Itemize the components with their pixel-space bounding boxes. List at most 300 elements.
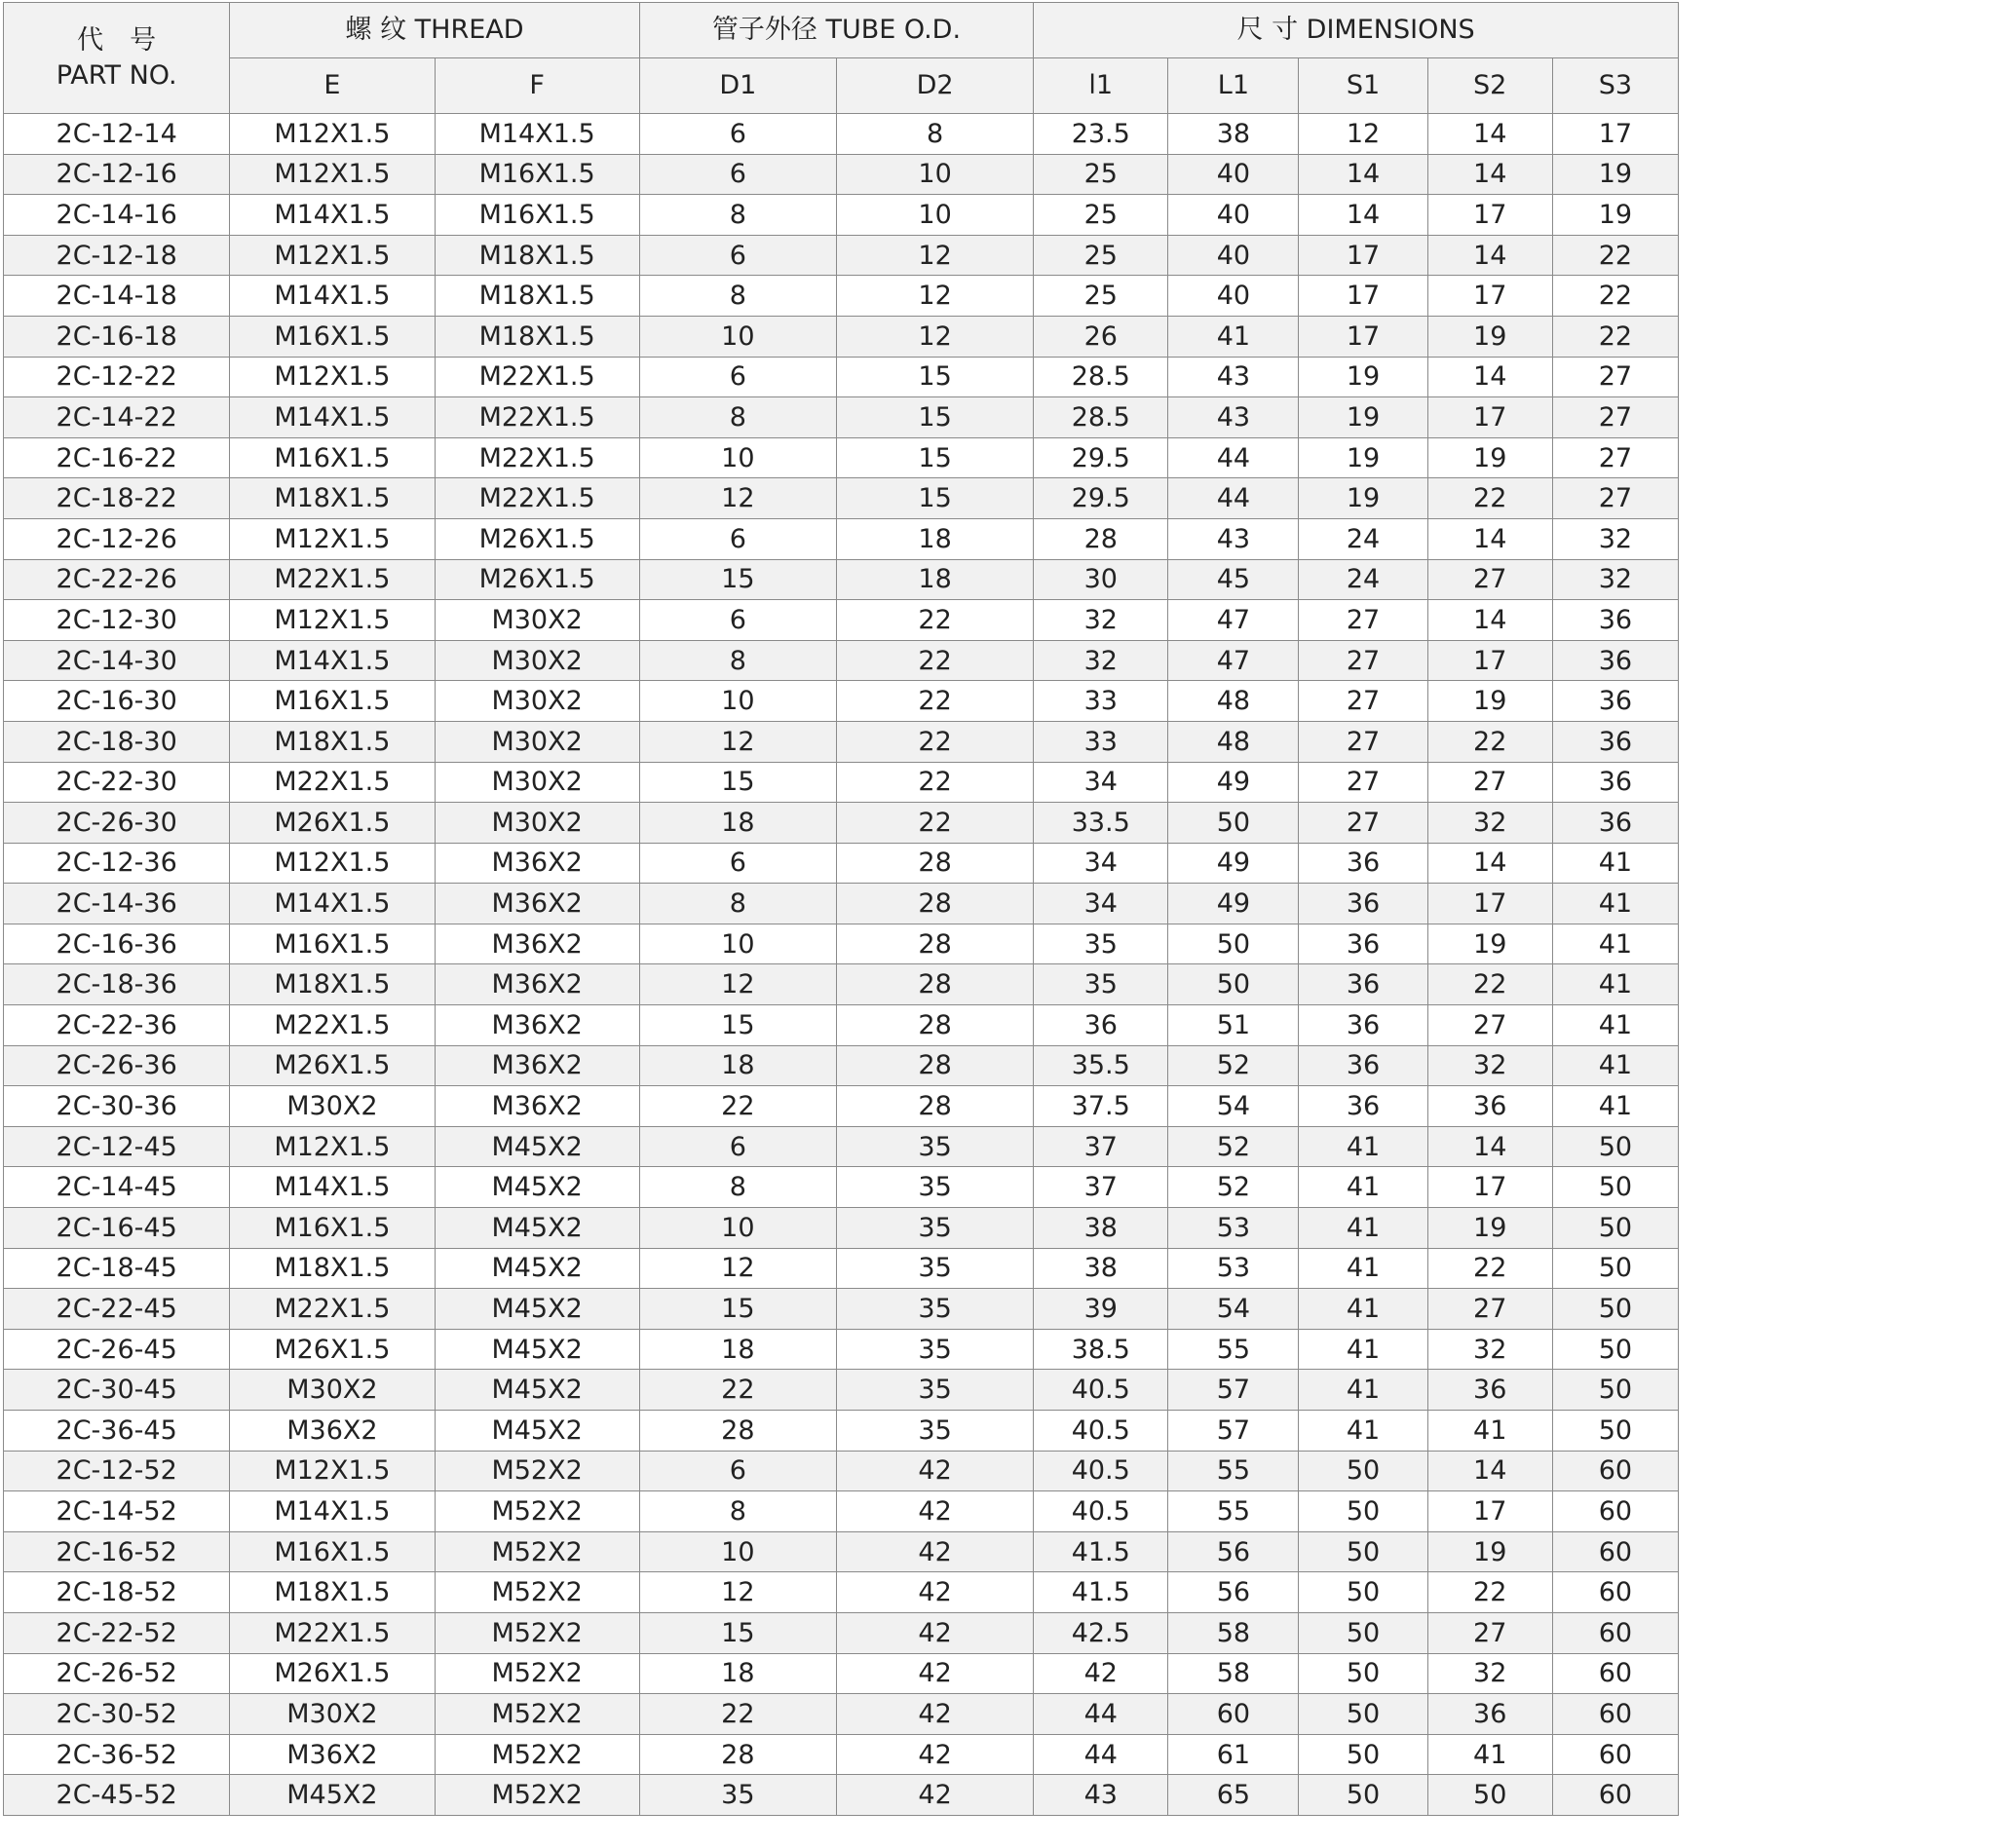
cell-d2: 28 [836,843,1033,884]
cell-e: M14X1.5 [230,884,435,924]
table-row [4,1411,1679,1452]
cell-s2: 27 [1427,1612,1552,1653]
cell-d1: 12 [639,478,836,519]
cell-s2: 36 [1427,1694,1552,1735]
cell-f: M36X2 [435,884,639,924]
cell-f: M45X2 [435,1208,639,1249]
cell-l1: 50 [1168,964,1299,1005]
cell-e: M12X1.5 [230,357,435,397]
cell-l1: 48 [1168,721,1299,762]
cell-s2: 17 [1427,1491,1552,1532]
cell-e: M12X1.5 [230,235,435,276]
table-row [4,559,1679,600]
cell-part-no: 2C-18-52 [4,1572,230,1613]
cell-e: M22X1.5 [230,1612,435,1653]
cell-s1: 36 [1299,843,1427,884]
cell-e: M14X1.5 [230,1167,435,1208]
table-row [4,600,1679,641]
cell-d1: 15 [639,1005,836,1046]
cell-s2: 14 [1427,1126,1552,1167]
cell-d1: 12 [639,1248,836,1289]
col-header-s2: S2 [1427,58,1552,114]
cell-s2: 32 [1427,1329,1552,1370]
cell-d1: 22 [639,1694,836,1735]
cell-s1: 41 [1299,1289,1427,1330]
cell-part-no: 2C-12-16 [4,154,230,195]
cell-d2: 28 [836,884,1033,924]
cell-f: M52X2 [435,1451,639,1491]
cell-l1-small: 37 [1034,1126,1168,1167]
cell-l1-small: 34 [1034,884,1168,924]
cell-s1: 27 [1299,721,1427,762]
cell-part-no: 2C-22-45 [4,1289,230,1330]
thread-header: 螺 纹 THREAD [230,3,639,58]
table-row [4,1653,1679,1694]
cell-f: M52X2 [435,1572,639,1613]
cell-s3: 60 [1552,1694,1678,1735]
cell-d1: 15 [639,762,836,803]
cell-s1: 36 [1299,1045,1427,1086]
cell-s3: 50 [1552,1248,1678,1289]
cell-d2: 42 [836,1451,1033,1491]
cell-l1: 49 [1168,843,1299,884]
cell-d1: 10 [639,437,836,478]
cell-part-no: 2C-14-22 [4,397,230,438]
cell-f: M18X1.5 [435,235,639,276]
cell-s1: 41 [1299,1167,1427,1208]
cell-s3: 22 [1552,276,1678,317]
cell-s3: 50 [1552,1370,1678,1411]
cell-l1-small: 32 [1034,640,1168,681]
cell-s1: 17 [1299,235,1427,276]
cell-d2: 35 [836,1126,1033,1167]
cell-d2: 22 [836,721,1033,762]
cell-f: M52X2 [435,1531,639,1572]
cell-part-no: 2C-12-18 [4,235,230,276]
col-header-s1: S1 [1299,58,1427,114]
cell-l1: 58 [1168,1612,1299,1653]
cell-s2: 14 [1427,1451,1552,1491]
cell-d1: 6 [639,843,836,884]
cell-s3: 41 [1552,843,1678,884]
table-row [4,843,1679,884]
cell-s2: 17 [1427,640,1552,681]
table-row [4,478,1679,519]
cell-s2: 41 [1427,1411,1552,1452]
cell-d2: 35 [836,1248,1033,1289]
cell-part-no: 2C-22-36 [4,1005,230,1046]
cell-f: M45X2 [435,1411,639,1452]
cell-f: M30X2 [435,762,639,803]
cell-s2: 14 [1427,235,1552,276]
cell-s1: 14 [1299,195,1427,236]
table-row [4,1694,1679,1735]
cell-d2: 42 [836,1775,1033,1816]
cell-part-no: 2C-18-45 [4,1248,230,1289]
cell-d2: 18 [836,559,1033,600]
cell-f: M22X1.5 [435,397,639,438]
cell-l1-small: 35 [1034,964,1168,1005]
cell-f: M30X2 [435,721,639,762]
table-row [4,964,1679,1005]
cell-part-no: 2C-22-52 [4,1612,230,1653]
cell-l1-small: 33.5 [1034,803,1168,844]
cell-e: M16X1.5 [230,924,435,964]
cell-s3: 22 [1552,235,1678,276]
cell-e: M16X1.5 [230,681,435,722]
cell-s3: 50 [1552,1126,1678,1167]
cell-l1: 47 [1168,600,1299,641]
cell-part-no: 2C-16-36 [4,924,230,964]
cell-s1: 27 [1299,803,1427,844]
cell-s1: 50 [1299,1451,1427,1491]
cell-s3: 60 [1552,1531,1678,1572]
cell-s2: 14 [1427,357,1552,397]
cell-part-no: 2C-22-30 [4,762,230,803]
cell-s1: 17 [1299,316,1427,357]
part-no-header-cn: 代 号 [77,24,157,56]
cell-l1: 43 [1168,357,1299,397]
cell-f: M22X1.5 [435,478,639,519]
cell-s3: 41 [1552,884,1678,924]
col-header-f: F [435,58,639,114]
cell-e: M14X1.5 [230,640,435,681]
cell-d1: 6 [639,1451,836,1491]
cell-d1: 6 [639,1126,836,1167]
cell-d1: 10 [639,316,836,357]
cell-part-no: 2C-30-36 [4,1086,230,1127]
cell-d1: 10 [639,924,836,964]
cell-d1: 10 [639,681,836,722]
cell-s1: 27 [1299,640,1427,681]
cell-s1: 27 [1299,681,1427,722]
cell-d2: 12 [836,276,1033,317]
cell-l1-small: 42 [1034,1653,1168,1694]
cell-s1: 24 [1299,559,1427,600]
cell-d1: 6 [639,235,836,276]
cell-d2: 35 [836,1208,1033,1249]
cell-d2: 12 [836,235,1033,276]
cell-part-no: 2C-18-30 [4,721,230,762]
cell-e: M26X1.5 [230,1329,435,1370]
cell-s2: 19 [1427,316,1552,357]
cell-part-no: 2C-14-18 [4,276,230,317]
cell-d1: 8 [639,1167,836,1208]
cell-s2: 32 [1427,1653,1552,1694]
cell-l1: 56 [1168,1531,1299,1572]
cell-d1: 6 [639,154,836,195]
cell-s3: 36 [1552,762,1678,803]
cell-s3: 60 [1552,1612,1678,1653]
cell-l1-small: 43 [1034,1775,1168,1816]
cell-f: M52X2 [435,1775,639,1816]
cell-s2: 17 [1427,195,1552,236]
cell-s2: 19 [1427,437,1552,478]
cell-e: M14X1.5 [230,1491,435,1532]
cell-s2: 22 [1427,478,1552,519]
cell-f: M36X2 [435,964,639,1005]
table-row [4,762,1679,803]
cell-d2: 42 [836,1572,1033,1613]
cell-s1: 41 [1299,1329,1427,1370]
cell-l1-small: 28.5 [1034,397,1168,438]
table-row [4,1248,1679,1289]
cell-l1-small: 28.5 [1034,357,1168,397]
cell-s2: 14 [1427,843,1552,884]
cell-l1-small: 33 [1034,721,1168,762]
cell-s2: 14 [1427,114,1552,155]
cell-d2: 12 [836,316,1033,357]
cell-l1: 54 [1168,1289,1299,1330]
col-header-d1: D1 [639,58,836,114]
col-header-e: E [230,58,435,114]
col-header-d2: D2 [836,58,1033,114]
cell-s3: 27 [1552,357,1678,397]
cell-l1-small: 25 [1034,235,1168,276]
cell-l1: 43 [1168,397,1299,438]
cell-l1-small: 35.5 [1034,1045,1168,1086]
cell-l1-small: 23.5 [1034,114,1168,155]
cell-s1: 41 [1299,1411,1427,1452]
cell-d1: 12 [639,721,836,762]
cell-d2: 35 [836,1411,1033,1452]
cell-l1: 54 [1168,1086,1299,1127]
cell-l1-small: 42.5 [1034,1612,1168,1653]
cell-s3: 50 [1552,1167,1678,1208]
table-row [4,235,1679,276]
cell-f: M26X1.5 [435,559,639,600]
cell-s3: 41 [1552,924,1678,964]
cell-e: M26X1.5 [230,1653,435,1694]
col-header-l1-small: l1 [1034,58,1168,114]
table-row [4,1491,1679,1532]
cell-d2: 18 [836,518,1033,559]
cell-f: M36X2 [435,843,639,884]
cell-f: M45X2 [435,1167,639,1208]
cell-l1: 50 [1168,803,1299,844]
cell-l1: 55 [1168,1329,1299,1370]
cell-e: M14X1.5 [230,195,435,236]
cell-l1-small: 44 [1034,1694,1168,1735]
cell-l1-small: 29.5 [1034,437,1168,478]
cell-s1: 50 [1299,1775,1427,1816]
cell-s3: 50 [1552,1208,1678,1249]
cell-s3: 41 [1552,1086,1678,1127]
cell-f: M16X1.5 [435,154,639,195]
cell-l1: 57 [1168,1411,1299,1452]
cell-part-no: 2C-26-30 [4,803,230,844]
cell-s2: 17 [1427,276,1552,317]
cell-d1: 6 [639,114,836,155]
table-row [4,803,1679,844]
cell-e: M16X1.5 [230,1208,435,1249]
cell-s3: 60 [1552,1775,1678,1816]
cell-s3: 19 [1552,154,1678,195]
cell-s3: 60 [1552,1451,1678,1491]
cell-part-no: 2C-12-36 [4,843,230,884]
cell-d1: 8 [639,640,836,681]
cell-s3: 60 [1552,1491,1678,1532]
cell-d1: 6 [639,600,836,641]
cell-part-no: 2C-36-45 [4,1411,230,1452]
cell-e: M12X1.5 [230,114,435,155]
cell-d2: 42 [836,1612,1033,1653]
cell-d1: 18 [639,1045,836,1086]
cell-s1: 36 [1299,884,1427,924]
cell-l1: 60 [1168,1694,1299,1735]
table-row [4,518,1679,559]
cell-d1: 8 [639,397,836,438]
cell-s2: 19 [1427,924,1552,964]
cell-l1-small: 25 [1034,154,1168,195]
cell-l1-small: 38 [1034,1248,1168,1289]
cell-d2: 35 [836,1329,1033,1370]
cell-part-no: 2C-45-52 [4,1775,230,1816]
cell-d2: 35 [836,1167,1033,1208]
cell-s1: 50 [1299,1612,1427,1653]
cell-l1: 40 [1168,154,1299,195]
cell-l1: 57 [1168,1370,1299,1411]
cell-s2: 17 [1427,884,1552,924]
cell-d2: 28 [836,1086,1033,1127]
cell-e: M26X1.5 [230,1045,435,1086]
footer-note-cutoff [3,1837,1367,1848]
tube-od-header: 管子外径 TUBE O.D. [639,3,1033,58]
cell-part-no: 2C-12-22 [4,357,230,397]
table-row [4,357,1679,397]
cell-l1-small: 34 [1034,762,1168,803]
cell-l1: 50 [1168,924,1299,964]
cell-s1: 50 [1299,1734,1427,1775]
cell-s1: 19 [1299,478,1427,519]
cell-f: M45X2 [435,1329,639,1370]
cell-s2: 22 [1427,1248,1552,1289]
cell-s3: 36 [1552,803,1678,844]
cell-f: M30X2 [435,681,639,722]
cell-s2: 17 [1427,397,1552,438]
cell-part-no: 2C-16-22 [4,437,230,478]
cell-s2: 50 [1427,1775,1552,1816]
table-row [4,721,1679,762]
cell-s2: 27 [1427,559,1552,600]
cell-e: M18X1.5 [230,964,435,1005]
cell-d2: 22 [836,640,1033,681]
cell-d2: 42 [836,1531,1033,1572]
table-body [4,114,1679,1816]
cell-s1: 17 [1299,276,1427,317]
cell-s2: 22 [1427,1572,1552,1613]
cell-f: M36X2 [435,1086,639,1127]
cell-part-no: 2C-26-45 [4,1329,230,1370]
table-row [4,316,1679,357]
cell-f: M36X2 [435,1005,639,1046]
cell-e: M12X1.5 [230,154,435,195]
cell-e: M18X1.5 [230,1248,435,1289]
table-row [4,1572,1679,1613]
table-row [4,1289,1679,1330]
cell-e: M12X1.5 [230,600,435,641]
cell-part-no: 2C-30-45 [4,1370,230,1411]
table-row [4,640,1679,681]
cell-s2: 32 [1427,1045,1552,1086]
cell-l1-small: 36 [1034,1005,1168,1046]
cell-s2: 19 [1427,1531,1552,1572]
cell-d2: 15 [836,357,1033,397]
cell-d2: 15 [836,478,1033,519]
cell-l1-small: 25 [1034,276,1168,317]
cell-l1: 55 [1168,1451,1299,1491]
table-row [4,884,1679,924]
cell-e: M18X1.5 [230,1572,435,1613]
cell-part-no: 2C-22-26 [4,559,230,600]
cell-part-no: 2C-16-18 [4,316,230,357]
cell-s3: 27 [1552,478,1678,519]
cell-d2: 35 [836,1370,1033,1411]
cell-l1-small: 30 [1034,559,1168,600]
cell-l1: 53 [1168,1208,1299,1249]
cell-l1-small: 40.5 [1034,1370,1168,1411]
cell-l1-small: 28 [1034,518,1168,559]
cell-e: M36X2 [230,1734,435,1775]
table-row [4,1005,1679,1046]
cell-e: M16X1.5 [230,1531,435,1572]
cell-f: M45X2 [435,1126,639,1167]
cell-e: M22X1.5 [230,559,435,600]
cell-s1: 19 [1299,357,1427,397]
table-row [4,1612,1679,1653]
cell-d1: 15 [639,1289,836,1330]
table-row [4,1370,1679,1411]
cell-l1-small: 44 [1034,1734,1168,1775]
cell-f: M45X2 [435,1248,639,1289]
cell-l1-small: 29.5 [1034,478,1168,519]
cell-d2: 15 [836,437,1033,478]
cell-s1: 41 [1299,1126,1427,1167]
cell-f: M30X2 [435,640,639,681]
cell-d1: 8 [639,884,836,924]
cell-part-no: 2C-14-30 [4,640,230,681]
cell-l1-small: 40.5 [1034,1491,1168,1532]
cell-d1: 22 [639,1370,836,1411]
cell-d2: 42 [836,1653,1033,1694]
table-row [4,276,1679,317]
cell-d2: 8 [836,114,1033,155]
cell-s1: 36 [1299,964,1427,1005]
cell-part-no: 2C-12-30 [4,600,230,641]
cell-s3: 50 [1552,1289,1678,1330]
table-row [4,1167,1679,1208]
cell-l1-small: 38 [1034,1208,1168,1249]
cell-s3: 41 [1552,1005,1678,1046]
cell-e: M30X2 [230,1086,435,1127]
cell-d2: 15 [836,397,1033,438]
cell-l1-small: 33 [1034,681,1168,722]
cell-s1: 12 [1299,114,1427,155]
cell-f: M36X2 [435,1045,639,1086]
cell-s2: 22 [1427,964,1552,1005]
cell-d2: 35 [836,1289,1033,1330]
cell-d1: 6 [639,357,836,397]
cell-l1: 61 [1168,1734,1299,1775]
cell-s3: 19 [1552,195,1678,236]
cell-s1: 41 [1299,1248,1427,1289]
cell-l1: 56 [1168,1572,1299,1613]
cell-l1: 51 [1168,1005,1299,1046]
cell-d2: 42 [836,1694,1033,1735]
cell-part-no: 2C-14-45 [4,1167,230,1208]
cell-s1: 19 [1299,397,1427,438]
cell-d2: 28 [836,1045,1033,1086]
